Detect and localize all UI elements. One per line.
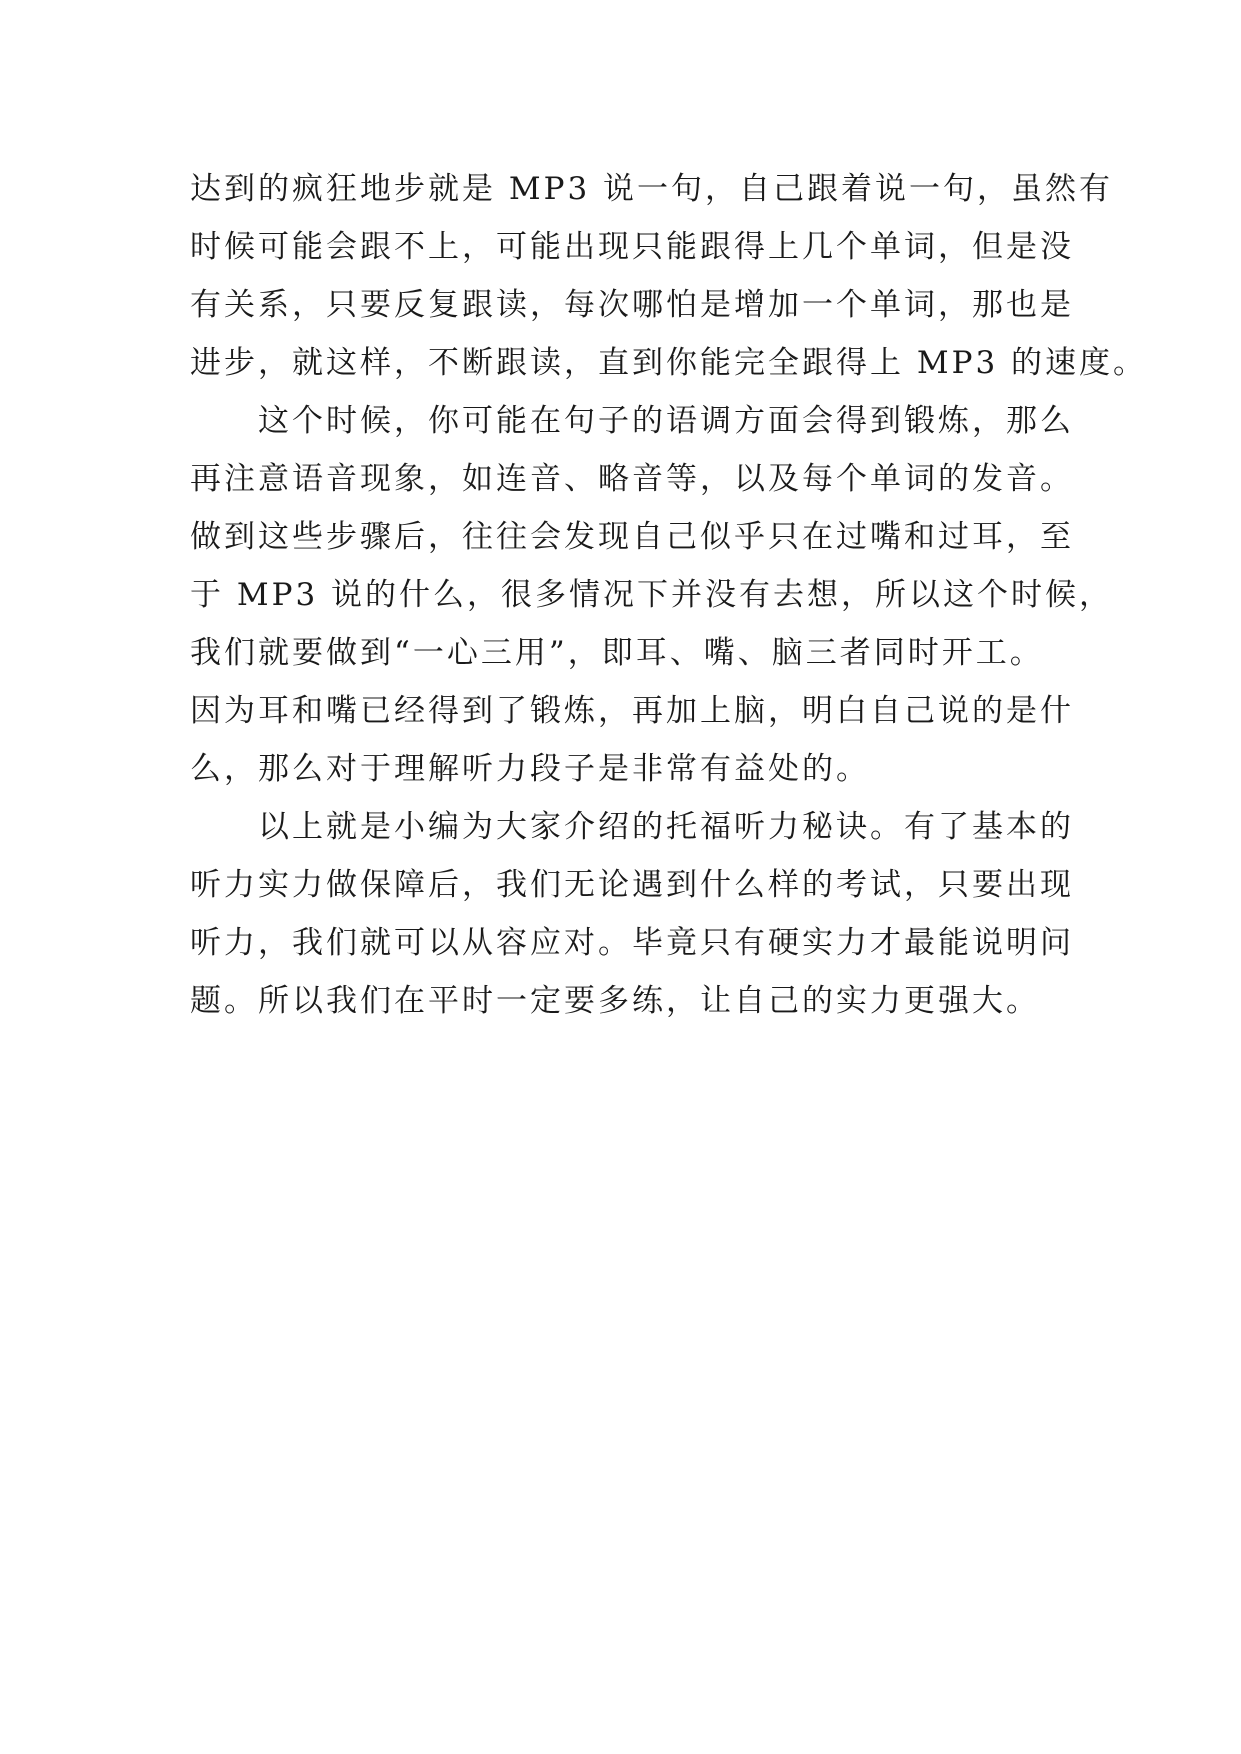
text-line: 于 MP3 说的什么，很多情况下并没有去想，所以这个时候， bbox=[190, 577, 1114, 613]
text-line: 再注意语音现象，如连音、略音等，以及每个单词的发音。 bbox=[190, 461, 1074, 497]
text-line: 以上就是小编为大家介绍的托福听力秘诀。有了基本的 bbox=[258, 809, 1074, 845]
text-line: 听力，我们就可以从容应对。毕竟只有硬实力才最能说明问 bbox=[190, 925, 1074, 961]
text-line: 题。所以我们在平时一定要多练，让自己的实力更强大。 bbox=[190, 983, 1040, 1019]
text-line: 时候可能会跟不上，可能出现只能跟得上几个单词，但是没 bbox=[190, 229, 1074, 265]
paragraph-1 bbox=[190, 160, 1148, 392]
body-text bbox=[190, 160, 1148, 1030]
text-line: 因为耳和嘴已经得到了锻炼，再加上脑，明白自己说的是什 bbox=[190, 693, 1074, 729]
paragraph-3 bbox=[190, 798, 1074, 1030]
text-line: 进步，就这样，不断跟读，直到你能完全跟得上 MP3 的速度。 bbox=[190, 345, 1148, 381]
text-line: 做到这些步骤后，往往会发现自己似乎只在过嘴和过耳，至 bbox=[190, 519, 1074, 555]
text-line: 我们就要做到“一心三用”，即耳、嘴、脑三者同时开工。 bbox=[190, 635, 1044, 671]
text-line: 么，那么对于理解听力段子是非常有益处的。 bbox=[190, 751, 870, 787]
paragraph-2 bbox=[190, 392, 1114, 798]
text-line: 这个时候，你可能在句子的语调方面会得到锻炼，那么 bbox=[258, 403, 1074, 439]
text-line: 有关系，只要反复跟读，每次哪怕是增加一个单词，那也是 bbox=[190, 287, 1074, 323]
text-line: 达到的疯狂地步就是 MP3 说一句，自己跟着说一句，虽然有 bbox=[190, 171, 1114, 207]
text-line: 听力实力做保障后，我们无论遇到什么样的考试，只要出现 bbox=[190, 867, 1074, 903]
